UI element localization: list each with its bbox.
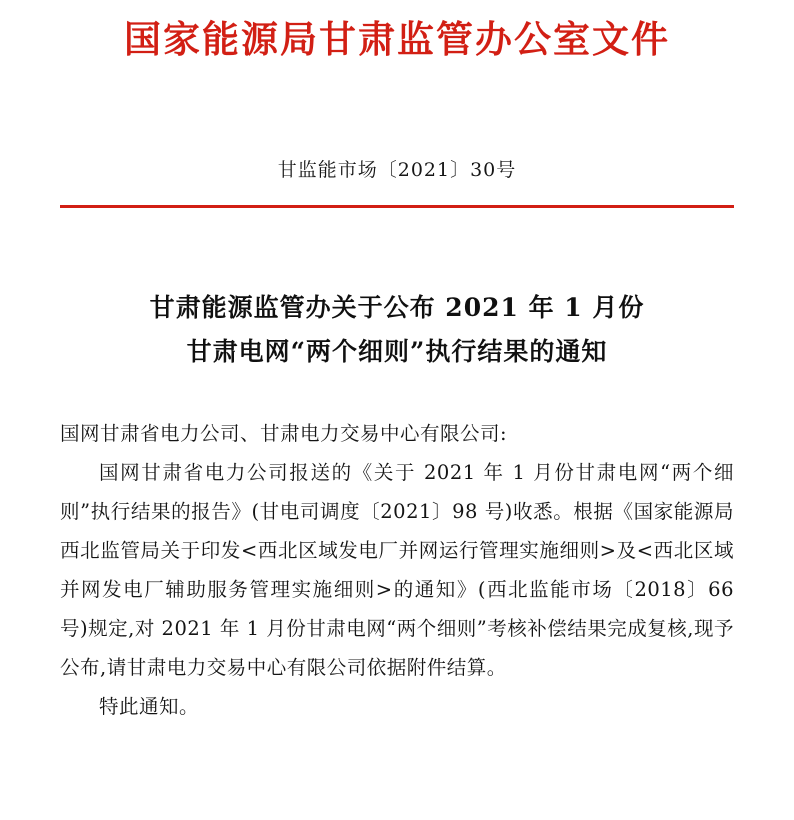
red-divider-rule [60,205,734,208]
body-paragraph-2: 特此通知。 [99,694,200,718]
body-paragraph-1: 国网甘肃省电力公司报送的《关于 2021 年 1 月份甘肃电网“两个细则”执行结果的报告》(甘电司调度〔2021〕98 号)收悉。根据《国家能源局西北监管局关于印发<西北区域发电厂并网运行管理实施细则>及<西北区域并网发电厂辅助服务管理实施细则>的通知》(西北监能市场〔2018〕66 号)规定,对 2021 年 1 月份甘肃电网“两个细则”考核补偿结果完成复核,现予公布,请甘肃电力交易中心有限公司依据附件结算。 [60,460,734,679]
recipient-line: 国网甘肃省电力公司、甘肃电力交易中心有限公司: [60,421,508,445]
page-title [60,286,734,374]
page-title-line-2: 甘肃电网“两个细则”执行结果的通知 [186,337,608,366]
document-body [60,414,734,726]
masthead [60,0,734,62]
page-title-line-1: 甘肃能源监管办关于公布 2021 年 1 月份 [149,293,645,323]
masthead-title: 国家能源局甘肃监管办公室文件 [124,17,670,61]
document-number: 甘监能市场〔2021〕30号 [277,159,517,182]
